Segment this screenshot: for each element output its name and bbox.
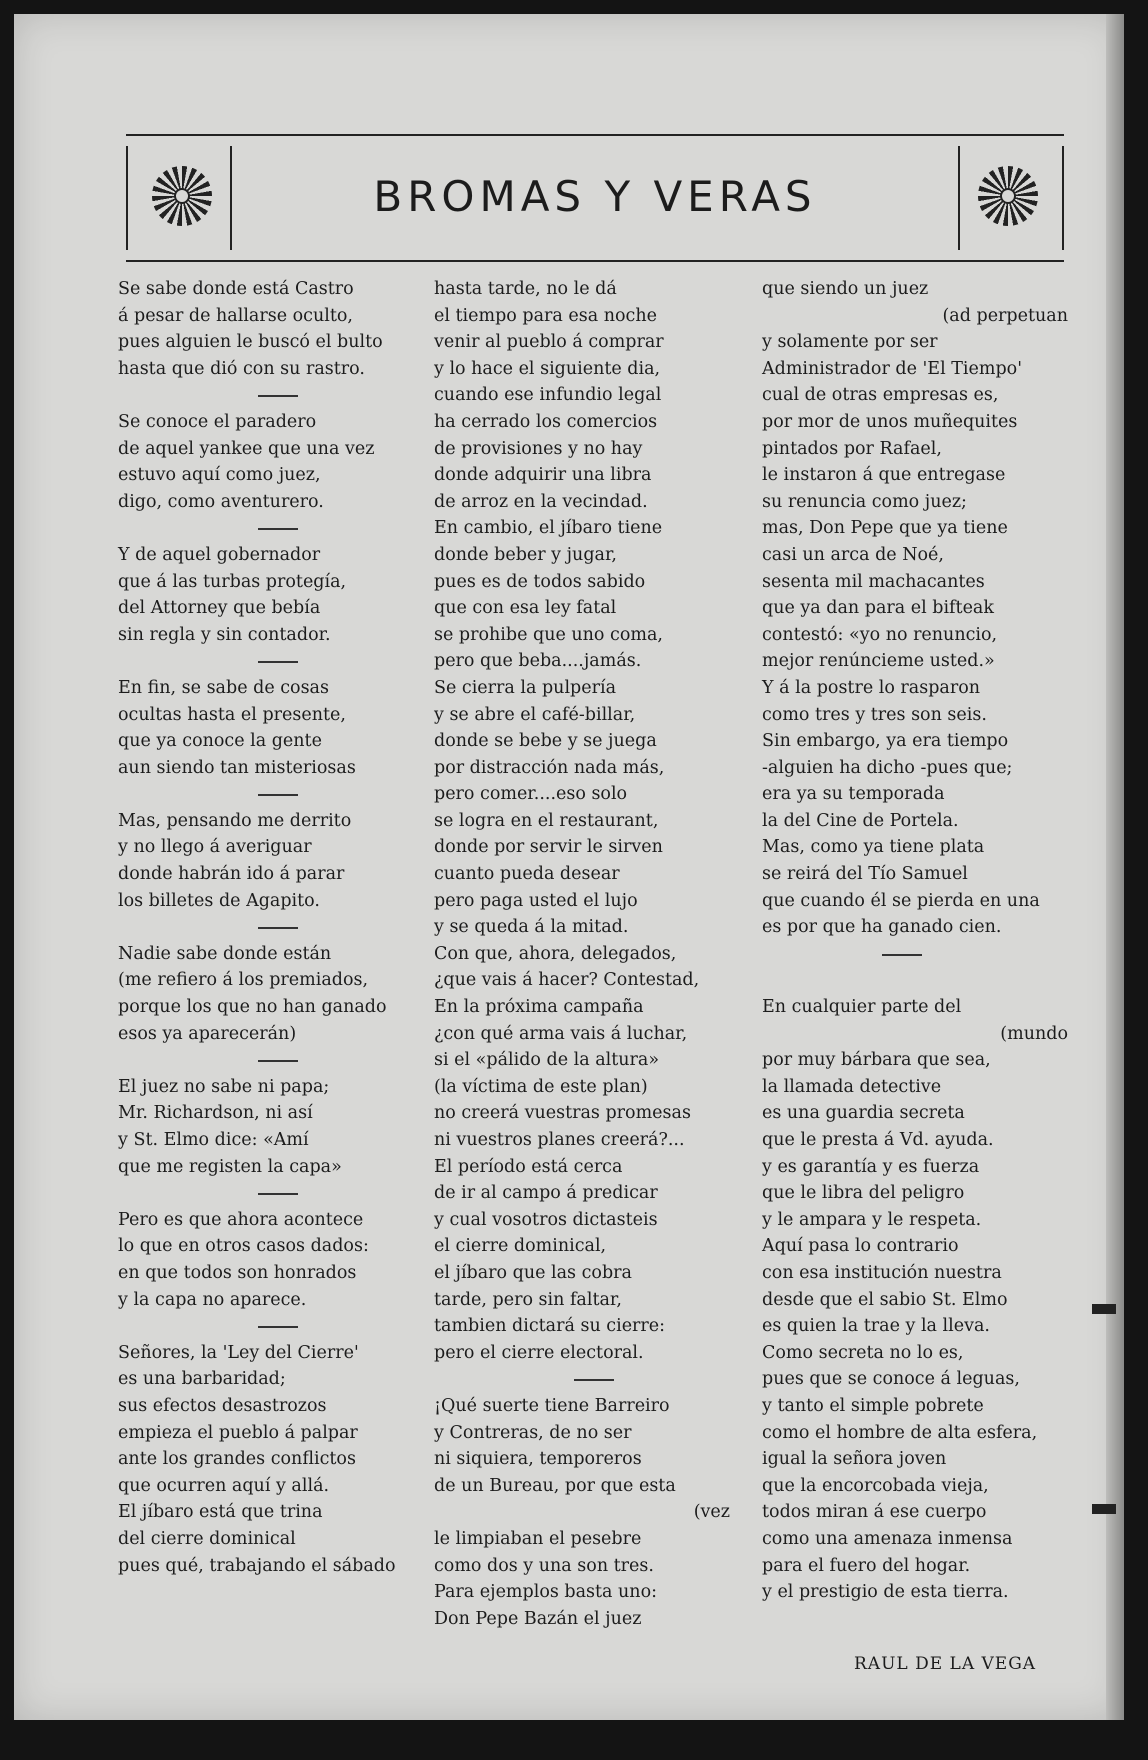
text-line: pues es de todos sabido xyxy=(434,571,646,592)
stanza-separator xyxy=(118,1047,418,1074)
newspaper-page xyxy=(14,14,1124,1720)
text-line: El juez no sabe ni papa; xyxy=(118,1076,330,1097)
text-line: cuando ese infundio legal xyxy=(434,385,662,406)
text-line: y no llego á averiguar xyxy=(118,837,312,858)
stanza-separator xyxy=(118,382,418,409)
text-line: como dos y una son tres. xyxy=(434,1555,654,1576)
text-line: la del Cine de Portela. xyxy=(762,810,959,831)
stanza-separator xyxy=(118,515,418,542)
text-line: á pesar de hallarse oculto, xyxy=(118,305,353,326)
text-line: Don Pepe Bazán el juez xyxy=(434,1608,642,1629)
text-line: En la próxima campaña xyxy=(434,997,644,1018)
text-line: de arroz en la vecindad. xyxy=(434,491,648,512)
text-line: como tres y tres son seis. xyxy=(762,704,987,725)
text-line: se prohibe que uno coma, xyxy=(434,624,663,645)
text-line: El período está cerca xyxy=(434,1156,623,1177)
text-line: desde que el sabio St. Elmo xyxy=(762,1289,1008,1310)
header-divider xyxy=(230,146,232,250)
text-line: de provisiones y no hay xyxy=(434,438,643,459)
text-line: (me refiero á los premiados, xyxy=(118,970,369,991)
text-line: empieza el pueblo á palpar xyxy=(118,1422,358,1443)
text-line: Mr. Richardson, ni así xyxy=(118,1103,313,1124)
text-line: pero paga usted el lujo xyxy=(434,890,638,911)
text-line: que le libra del peligro xyxy=(762,1183,965,1204)
text-line: casi un arca de Noé, xyxy=(762,544,944,565)
text-line: el tiempo para esa noche xyxy=(434,305,657,326)
stanza-separator xyxy=(762,941,1072,968)
text-line: pues que se conoce á leguas, xyxy=(762,1369,1020,1390)
text-line: es quien la trae y la lleva. xyxy=(762,1316,990,1337)
stanza-separator xyxy=(118,914,418,941)
text-line: Y á la postre lo rasparon xyxy=(762,677,981,698)
text-line: donde por servir le sirven xyxy=(434,837,663,858)
text-line: Se cierra la pulpería xyxy=(434,677,617,698)
text-line: venir al pueblo á comprar xyxy=(434,332,664,353)
text-line: le limpiaban el pesebre xyxy=(434,1528,642,1549)
text-line: ¿con qué arma vais á luchar, xyxy=(434,1023,688,1044)
text-line: que siendo un juez xyxy=(762,279,929,299)
text-line: su renuncia como juez; xyxy=(762,491,967,512)
text-line: de aquel yankee que una vez xyxy=(118,438,375,459)
page-edge-mark xyxy=(1092,1504,1116,1514)
text-line: lo que en otros casos dados: xyxy=(118,1236,369,1257)
text-line: ha cerrado los comercios xyxy=(434,411,658,432)
text-line: Y de aquel gobernador xyxy=(118,544,321,565)
text-line: y solamente por ser xyxy=(762,332,938,353)
stanza-separator xyxy=(118,1180,418,1207)
text-line: se reirá del Tío Samuel xyxy=(762,864,968,885)
text-line: y Contreras, de no ser xyxy=(434,1422,632,1443)
text-line: ¿que vais á hacer? Contestad, xyxy=(434,970,700,991)
text-line: que la encorcobada vieja, xyxy=(762,1475,989,1496)
text-line: -alguien ha dicho -pues que; xyxy=(762,757,1013,778)
text-line: que ocurren aquí y allá. xyxy=(118,1475,330,1496)
text-line: digo, como aventurero. xyxy=(118,491,324,512)
text-line: pues qué, trabajando el sábado xyxy=(118,1555,396,1576)
text-line: En cambio, el jíbaro tiene xyxy=(434,518,663,539)
text-line: cual de otras empresas es, xyxy=(762,385,999,406)
text-line: por muy bárbara que sea, xyxy=(762,1050,991,1071)
text-line: le instaron á que entregase xyxy=(762,465,1006,486)
text-line: que cuando él se pierda en una xyxy=(762,890,1040,911)
text-line: que á las turbas protegía, xyxy=(118,571,347,592)
text-line: pero que beba....jamás. xyxy=(434,651,642,672)
text-line: hasta que dió con su rastro. xyxy=(118,358,365,379)
text-line: del cierre dominical xyxy=(118,1528,296,1549)
text-line: (mundo xyxy=(1000,1023,1068,1044)
text-line: en que todos son honrados xyxy=(118,1262,357,1283)
header-divider xyxy=(958,146,960,250)
stanza-separator xyxy=(118,781,418,808)
text-line: el cierre dominical, xyxy=(434,1236,607,1257)
text-line: como una amenaza inmensa xyxy=(762,1528,1013,1549)
text-line: (vez xyxy=(693,1502,730,1523)
text-line: del Attorney que bebía xyxy=(118,598,321,619)
text-column-2 xyxy=(434,276,734,1632)
text-line: y el prestigio de esta tierra. xyxy=(762,1582,1009,1603)
text-line: cuanto pueda desear xyxy=(434,864,620,885)
text-line: donde se bebe y se juega xyxy=(434,731,657,752)
text-line: y se abre el café-billar, xyxy=(434,704,636,725)
text-line: ¡Qué suerte tiene Barreiro xyxy=(434,1395,670,1416)
text-line: de ir al campo á predicar xyxy=(434,1183,658,1204)
text-line: Con que, ahora, delegados, xyxy=(434,943,677,964)
text-line: pero el cierre electoral. xyxy=(434,1342,644,1363)
text-line: donde beber y jugar, xyxy=(434,544,617,565)
text-line: En fin, se sabe de cosas xyxy=(118,677,329,698)
text-line: pero comer....eso solo xyxy=(434,784,628,805)
text-line: El jíbaro está que trina xyxy=(118,1502,323,1523)
text-line: para el fuero del hogar. xyxy=(762,1555,971,1576)
text-line: estuvo aquí como juez, xyxy=(118,465,321,486)
text-column-3 xyxy=(762,276,1072,1606)
blank-line xyxy=(762,967,1072,994)
rosette-left-icon xyxy=(152,166,212,226)
text-line: sin regla y sin contador. xyxy=(118,624,331,645)
text-line: Administrador de 'El Tiempo' xyxy=(762,358,1023,379)
text-line: igual la señora joven xyxy=(762,1449,947,1470)
section-title: BROMAS Y VERAS xyxy=(373,172,817,221)
text-line: el jíbaro que las cobra xyxy=(434,1262,632,1283)
text-line: que ya dan para el bifteak xyxy=(762,598,994,619)
text-line: por distracción nada más, xyxy=(434,757,665,778)
text-line: la llamada detective xyxy=(762,1076,942,1097)
text-line: esos ya aparecerán) xyxy=(118,1023,297,1044)
rosette-right-icon xyxy=(978,166,1038,226)
text-line: donde adquirir una libra xyxy=(434,465,652,486)
text-line: todos miran á ese cuerpo xyxy=(762,1502,987,1523)
text-line: Sin embargo, ya era tiempo xyxy=(762,731,1009,752)
text-line: y la capa no aparece. xyxy=(118,1289,307,1310)
section-header xyxy=(126,134,1064,262)
text-line: ante los grandes conflictos xyxy=(118,1449,356,1470)
text-line: Pero es que ahora acontece xyxy=(118,1209,364,1230)
text-line: si el «pálido de la altura» xyxy=(434,1050,660,1071)
text-line: es por que ha ganado cien. xyxy=(762,917,1002,938)
text-line: con esa institución nuestra xyxy=(762,1262,1002,1283)
text-line: era ya su temporada xyxy=(762,784,945,805)
text-line: aun siendo tan misteriosas xyxy=(118,757,356,778)
header-divider xyxy=(126,146,128,250)
text-line: es una barbaridad; xyxy=(118,1369,286,1390)
text-line: Mas, como ya tiene plata xyxy=(762,837,985,858)
text-line: que ya conoce la gente xyxy=(118,731,322,752)
text-line: es una guardia secreta xyxy=(762,1103,965,1124)
text-line: En cualquier parte del xyxy=(762,997,962,1018)
text-line: contestó: «yo no renuncio, xyxy=(762,624,998,645)
text-line: ni vuestros planes creerá?... xyxy=(434,1130,685,1150)
text-line: pintados por Rafael, xyxy=(762,438,942,459)
text-line: Mas, pensando me derrito xyxy=(118,810,352,831)
text-line: Como secreta no lo es, xyxy=(762,1342,964,1363)
text-line: sus efectos desastrozos xyxy=(118,1395,327,1416)
text-line: y cual vosotros dictasteis xyxy=(434,1209,658,1230)
text-line: que con esa ley fatal xyxy=(434,598,617,619)
text-column-1 xyxy=(118,276,418,1579)
stanza-separator xyxy=(434,1366,734,1393)
text-line: tarde, pero sin faltar, xyxy=(434,1289,622,1310)
text-line: que me registen la capa» xyxy=(118,1156,342,1177)
text-line: porque los que no han ganado xyxy=(118,997,387,1018)
page-edge-mark xyxy=(1092,1304,1116,1314)
text-line: pues alguien le buscó el bulto xyxy=(118,332,383,353)
text-line: sesenta mil machacantes xyxy=(762,571,985,592)
text-line: y le ampara y le respeta. xyxy=(762,1209,982,1230)
stanza-separator xyxy=(118,648,418,675)
text-line: y lo hace el siguiente dia, xyxy=(434,358,661,379)
text-line: (ad perpetuan xyxy=(942,305,1068,326)
text-line: hasta tarde, no le dá xyxy=(434,279,617,299)
text-line: como el hombre de alta esfera, xyxy=(762,1422,1038,1443)
text-line: tambien dictará su cierre: xyxy=(434,1316,666,1337)
text-line: donde habrán ido á parar xyxy=(118,864,345,885)
text-line: ni siquiera, temporeros xyxy=(434,1449,642,1470)
page-fold xyxy=(1106,14,1124,1720)
author-signature: RAUL DE LA VEGA xyxy=(854,1654,1037,1674)
text-line: Aquí pasa lo contrario xyxy=(762,1236,959,1257)
text-line: por mor de unos muñequites xyxy=(762,411,1018,432)
text-line: Nadie sabe donde están xyxy=(118,943,332,964)
text-line: Señores, la 'Ley del Cierre' xyxy=(118,1342,359,1363)
text-line: y se queda á la mitad. xyxy=(434,917,629,938)
text-line: Para ejemplos basta uno: xyxy=(434,1582,658,1603)
text-line: ocultas hasta el presente, xyxy=(118,704,346,725)
text-line: y tanto el simple pobrete xyxy=(762,1395,984,1416)
text-line: mas, Don Pepe que ya tiene xyxy=(762,518,1008,539)
text-line: que le presta á Vd. ayuda. xyxy=(762,1130,994,1150)
text-line: de un Bureau, por que esta xyxy=(434,1475,676,1496)
text-line: y es garantía y es fuerza xyxy=(762,1156,980,1177)
text-line: Se conoce el paradero xyxy=(118,411,317,432)
header-divider xyxy=(1062,146,1064,250)
text-line: (la víctima de este plan) xyxy=(434,1076,648,1097)
stanza-separator xyxy=(118,1313,418,1340)
text-line: Se sabe donde está Castro xyxy=(118,279,354,299)
text-line: se logra en el restaurant, xyxy=(434,810,659,831)
text-line: los billetes de Agapito. xyxy=(118,890,320,911)
text-line: mejor renúncieme usted.» xyxy=(762,651,995,672)
text-line: no creerá vuestras promesas xyxy=(434,1103,691,1124)
text-line: y St. Elmo dice: «Amí xyxy=(118,1130,309,1150)
